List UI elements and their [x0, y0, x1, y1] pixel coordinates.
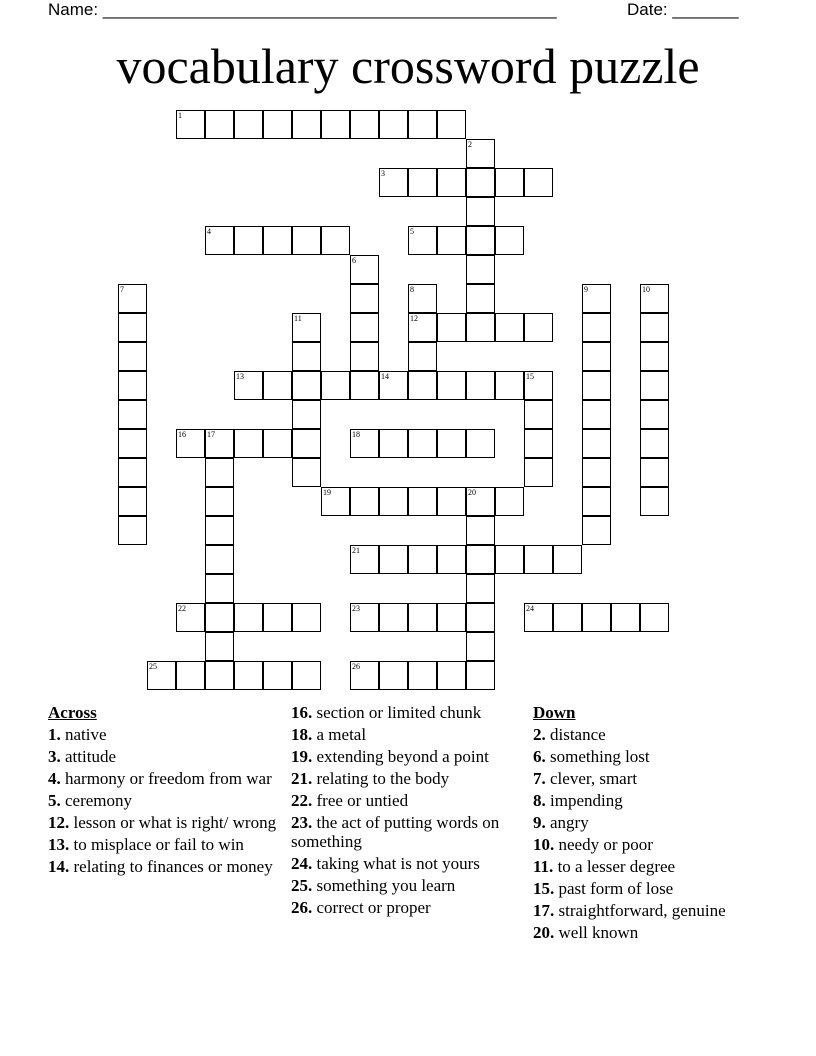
clue-number: 10: [642, 285, 650, 294]
clue-item: [291, 854, 516, 873]
clue-item-number: 14.: [48, 857, 70, 876]
grid-cell[interactable]: [466, 313, 495, 342]
grid-cell[interactable]: [495, 545, 524, 574]
date-field-label: Date: _______: [627, 0, 739, 19]
clue-number: 4: [207, 227, 211, 236]
grid-cell[interactable]: [205, 458, 234, 487]
grid-cell[interactable]: [350, 255, 379, 284]
grid-cell[interactable]: [234, 661, 263, 690]
clue-item-text: ceremony: [60, 791, 133, 810]
grid-cell[interactable]: [524, 545, 553, 574]
grid-cell[interactable]: [205, 632, 234, 661]
clue-item-number: 24.: [291, 854, 313, 873]
grid-cell[interactable]: [118, 284, 147, 313]
clue-item: [291, 876, 516, 895]
clue-item-number: 22.: [291, 791, 313, 810]
clue-item-number: 18.: [291, 725, 313, 744]
grid-cell[interactable]: [379, 110, 408, 139]
grid-cell[interactable]: [234, 429, 263, 458]
grid-cell[interactable]: [205, 429, 234, 458]
grid-cell[interactable]: [553, 603, 582, 632]
name-field-label: Name: ________________________________________________: [48, 0, 557, 19]
grid-cell[interactable]: [263, 110, 292, 139]
down-clues-column: [533, 703, 773, 945]
grid-cell[interactable]: [263, 226, 292, 255]
clue-number: 3: [381, 169, 385, 178]
across-clues-column-continued: [291, 703, 516, 920]
grid-cell[interactable]: [466, 574, 495, 603]
clue-item: [291, 725, 516, 744]
clue-item: [291, 898, 516, 917]
grid-cell[interactable]: [350, 313, 379, 342]
clue-item-number: 25.: [291, 876, 313, 895]
clue-item-number: 5.: [48, 791, 61, 810]
clue-item-number: 9.: [533, 813, 546, 832]
grid-cell[interactable]: [118, 458, 147, 487]
clue-item-text: impending: [545, 791, 623, 810]
grid-cell[interactable]: [582, 342, 611, 371]
grid-cell[interactable]: [495, 313, 524, 342]
grid-cell[interactable]: [611, 603, 640, 632]
grid-cell[interactable]: [292, 661, 321, 690]
grid-cell[interactable]: [408, 429, 437, 458]
grid-cell[interactable]: [466, 139, 495, 168]
clue-item-text: past form of lose: [554, 879, 674, 898]
clue-item-number: 12.: [48, 813, 70, 832]
across-clues-column: [48, 703, 284, 879]
grid-cell[interactable]: [553, 545, 582, 574]
clue-item-text: to a lesser degree: [553, 857, 676, 876]
grid-cell[interactable]: [437, 168, 466, 197]
grid-cell[interactable]: [640, 400, 669, 429]
grid-cell[interactable]: [350, 371, 379, 400]
clue-item-text: relating to the body: [312, 769, 450, 788]
clue-item-number: 16.: [291, 703, 313, 722]
clue-item: [48, 747, 284, 766]
clue-number: 12: [410, 314, 418, 323]
grid-cell[interactable]: [582, 400, 611, 429]
clue-number: 22: [178, 604, 186, 613]
grid-cell[interactable]: [495, 487, 524, 516]
grid-cell[interactable]: [234, 110, 263, 139]
grid-cell[interactable]: [176, 110, 205, 139]
grid-cell[interactable]: [466, 545, 495, 574]
grid-cell[interactable]: [118, 371, 147, 400]
clue-item-number: 19.: [291, 747, 313, 766]
clue-number: 15: [526, 372, 534, 381]
clue-item-text: to misplace or fail to win: [69, 835, 244, 854]
grid-cell[interactable]: [292, 313, 321, 342]
grid-cell[interactable]: [466, 632, 495, 661]
grid-cell[interactable]: [408, 342, 437, 371]
clue-number: 21: [352, 546, 360, 555]
grid-cell[interactable]: [437, 487, 466, 516]
grid-cell[interactable]: [263, 371, 292, 400]
grid-cell[interactable]: [263, 603, 292, 632]
clue-number: 9: [584, 285, 588, 294]
clue-item: [533, 835, 773, 854]
grid-cell[interactable]: [640, 487, 669, 516]
clue-item-text: straightforward, genuine: [554, 901, 726, 920]
grid-cell[interactable]: [495, 371, 524, 400]
grid-cell[interactable]: [118, 487, 147, 516]
clue-item: [48, 835, 284, 854]
grid-cell[interactable]: [379, 545, 408, 574]
grid-cell[interactable]: [495, 168, 524, 197]
clue-item: [48, 791, 284, 810]
clue-item-text: angry: [545, 813, 589, 832]
grid-cell[interactable]: [350, 545, 379, 574]
clue-number: 20: [468, 488, 476, 497]
clue-number: 2: [468, 140, 472, 149]
grid-cell[interactable]: [524, 400, 553, 429]
grid-cell[interactable]: [437, 661, 466, 690]
grid-cell[interactable]: [176, 429, 205, 458]
grid-cell[interactable]: [582, 313, 611, 342]
clue-item-text: something lost: [545, 747, 650, 766]
clue-item-text: something you learn: [312, 876, 456, 895]
grid-cell[interactable]: [205, 110, 234, 139]
grid-cell[interactable]: [524, 313, 553, 342]
grid-cell[interactable]: [205, 603, 234, 632]
grid-cell[interactable]: [292, 226, 321, 255]
grid-cell[interactable]: [234, 603, 263, 632]
grid-cell[interactable]: [408, 487, 437, 516]
clue-number: 5: [410, 227, 414, 236]
clue-item-text: a metal: [312, 725, 367, 744]
across-heading: Across: [48, 703, 97, 722]
grid-cell[interactable]: [466, 284, 495, 313]
clue-item: [533, 857, 773, 876]
grid-cell[interactable]: [466, 197, 495, 226]
clue-number: 1: [178, 111, 182, 120]
grid-cell[interactable]: [350, 487, 379, 516]
grid-cell[interactable]: [379, 661, 408, 690]
grid-cell[interactable]: [582, 371, 611, 400]
grid-cell[interactable]: [292, 429, 321, 458]
clue-item-number: 20.: [533, 923, 555, 942]
clue-item: [291, 703, 516, 722]
clue-item: [533, 879, 773, 898]
grid-cell[interactable]: [147, 661, 176, 690]
grid-cell[interactable]: [466, 487, 495, 516]
clue-item-number: 10.: [533, 835, 555, 854]
grid-cell[interactable]: [640, 371, 669, 400]
grid-cell[interactable]: [234, 226, 263, 255]
grid-cell[interactable]: [640, 603, 669, 632]
clue-item-text: attitude: [60, 747, 116, 766]
clue-item: [48, 725, 284, 744]
clue-item-number: 6.: [533, 747, 546, 766]
grid-cell[interactable]: [408, 603, 437, 632]
grid-cell[interactable]: [379, 487, 408, 516]
clue-item-number: 21.: [291, 769, 313, 788]
grid-cell[interactable]: [437, 110, 466, 139]
grid-cell[interactable]: [466, 255, 495, 284]
clue-number: 18: [352, 430, 360, 439]
grid-cell[interactable]: [408, 284, 437, 313]
across-clue-list-1: [48, 725, 284, 876]
grid-cell[interactable]: [118, 429, 147, 458]
grid-cell[interactable]: [205, 487, 234, 516]
clue-item-text: distance: [545, 725, 606, 744]
clue-item-number: 11.: [533, 857, 554, 876]
clue-item-number: 1.: [48, 725, 61, 744]
clue-number: 25: [149, 662, 157, 671]
grid-cell[interactable]: [350, 342, 379, 371]
page-title: vocabulary crossword puzzle: [116, 38, 700, 94]
grid-cell[interactable]: [495, 226, 524, 255]
clue-item: [48, 813, 284, 832]
grid-cell[interactable]: [205, 661, 234, 690]
clue-item-number: 4.: [48, 769, 61, 788]
grid-cell[interactable]: [524, 371, 553, 400]
grid-cell[interactable]: [582, 284, 611, 313]
grid-cell[interactable]: [408, 371, 437, 400]
grid-cell[interactable]: [379, 603, 408, 632]
grid-cell[interactable]: [437, 429, 466, 458]
clue-number: 13: [236, 372, 244, 381]
grid-cell[interactable]: [524, 429, 553, 458]
grid-cell[interactable]: [205, 574, 234, 603]
clue-number: 26: [352, 662, 360, 671]
clue-item-number: 26.: [291, 898, 313, 917]
grid-cell[interactable]: [524, 458, 553, 487]
grid-cell[interactable]: [292, 342, 321, 371]
clue-item-text: well known: [554, 923, 639, 942]
grid-cell[interactable]: [640, 313, 669, 342]
grid-cell[interactable]: [437, 226, 466, 255]
clue-item-number: 8.: [533, 791, 546, 810]
clue-number: 24: [526, 604, 534, 613]
clue-item: [533, 901, 773, 920]
grid-cell[interactable]: [408, 110, 437, 139]
grid-cell[interactable]: [350, 603, 379, 632]
grid-cell[interactable]: [466, 371, 495, 400]
grid-cell[interactable]: [582, 516, 611, 545]
grid-cell[interactable]: [350, 284, 379, 313]
grid-cell[interactable]: [205, 226, 234, 255]
clue-item-number: 17.: [533, 901, 555, 920]
grid-cell[interactable]: [321, 371, 350, 400]
grid-cell[interactable]: [292, 458, 321, 487]
grid-cell[interactable]: [524, 168, 553, 197]
grid-cell[interactable]: [640, 429, 669, 458]
grid-cell[interactable]: [292, 400, 321, 429]
grid-cell[interactable]: [292, 371, 321, 400]
grid-cell[interactable]: [176, 661, 205, 690]
clue-item-text: clever, smart: [545, 769, 638, 788]
grid-cell[interactable]: [437, 313, 466, 342]
grid-cell[interactable]: [379, 371, 408, 400]
grid-cell[interactable]: [118, 400, 147, 429]
grid-cell[interactable]: [321, 487, 350, 516]
grid-cell[interactable]: [524, 603, 553, 632]
grid-cell[interactable]: [118, 516, 147, 545]
grid-cell[interactable]: [176, 603, 205, 632]
grid-cell[interactable]: [263, 661, 292, 690]
clue-item: [533, 725, 773, 744]
clue-number: 11: [294, 314, 302, 323]
grid-cell[interactable]: [321, 226, 350, 255]
clue-item-text: the act of putting words on something: [291, 813, 500, 851]
clue-number: 8: [410, 285, 414, 294]
grid-cell[interactable]: [466, 429, 495, 458]
clue-item: [48, 857, 284, 876]
clue-item-text: needy or poor: [554, 835, 653, 854]
grid-cell[interactable]: [292, 603, 321, 632]
grid-cell[interactable]: [408, 168, 437, 197]
clue-item-number: 7.: [533, 769, 546, 788]
down-clue-list: [533, 725, 773, 942]
grid-cell[interactable]: [350, 429, 379, 458]
clue-item: [533, 747, 773, 766]
clue-item-text: native: [60, 725, 107, 744]
grid-cell[interactable]: [350, 110, 379, 139]
grid-cell[interactable]: [640, 284, 669, 313]
grid-cell[interactable]: [466, 516, 495, 545]
grid-cell[interactable]: [640, 342, 669, 371]
grid-cell[interactable]: [582, 429, 611, 458]
clue-number: 7: [120, 285, 124, 294]
grid-cell[interactable]: [582, 603, 611, 632]
grid-cell[interactable]: [466, 661, 495, 690]
grid-cell[interactable]: [408, 313, 437, 342]
grid-cell[interactable]: [408, 226, 437, 255]
grid-cell[interactable]: [466, 603, 495, 632]
grid-cell[interactable]: [379, 168, 408, 197]
grid-cell[interactable]: [118, 342, 147, 371]
clue-item-number: 15.: [533, 879, 555, 898]
clue-item: [291, 791, 516, 810]
clue-item-text: section or limited chunk: [312, 703, 482, 722]
grid-cell[interactable]: [582, 458, 611, 487]
clue-item: [291, 769, 516, 788]
grid-cell[interactable]: [118, 313, 147, 342]
clue-item-text: free or untied: [312, 791, 409, 810]
clue-item-number: 23.: [291, 813, 313, 832]
clue-item: [533, 769, 773, 788]
clue-number: 23: [352, 604, 360, 613]
grid-cell[interactable]: [234, 371, 263, 400]
clue-item-number: 2.: [533, 725, 546, 744]
grid-cell[interactable]: [379, 429, 408, 458]
clue-number: 6: [352, 256, 356, 265]
clue-item: [291, 747, 516, 766]
clue-item-text: relating to finances or money: [69, 857, 273, 876]
clue-number: 17: [207, 430, 215, 439]
grid-cell[interactable]: [437, 545, 466, 574]
grid-cell[interactable]: [321, 110, 350, 139]
grid-cell[interactable]: [292, 110, 321, 139]
clue-item-text: taking what is not yours: [312, 854, 480, 873]
clue-item-text: lesson or what is right/ wrong: [69, 813, 277, 832]
clue-item: [291, 813, 516, 851]
grid-cell[interactable]: [582, 487, 611, 516]
grid-cell[interactable]: [466, 226, 495, 255]
clue-item-text: correct or proper: [312, 898, 431, 917]
grid-cell[interactable]: [466, 168, 495, 197]
grid-cell[interactable]: [437, 603, 466, 632]
clue-number: 16: [178, 430, 186, 439]
clue-number: 19: [323, 488, 331, 497]
clue-item-text: extending beyond a point: [312, 747, 489, 766]
clue-item: [533, 923, 773, 942]
clue-item: [48, 769, 284, 788]
down-heading: Down: [533, 703, 576, 722]
grid-cell[interactable]: [205, 516, 234, 545]
clue-number: 14: [381, 372, 389, 381]
grid-cell[interactable]: [205, 545, 234, 574]
grid-cell[interactable]: [263, 429, 292, 458]
across-clue-list-2: [291, 703, 516, 917]
clue-item-number: 3.: [48, 747, 61, 766]
grid-cell[interactable]: [408, 545, 437, 574]
clue-item-text: harmony or freedom from war: [60, 769, 272, 788]
clue-item: [533, 791, 773, 810]
clue-item-number: 13.: [48, 835, 70, 854]
grid-cell[interactable]: [437, 371, 466, 400]
grid-cell[interactable]: [350, 661, 379, 690]
grid-cell[interactable]: [640, 458, 669, 487]
clue-item: [533, 813, 773, 832]
grid-cell[interactable]: [408, 661, 437, 690]
